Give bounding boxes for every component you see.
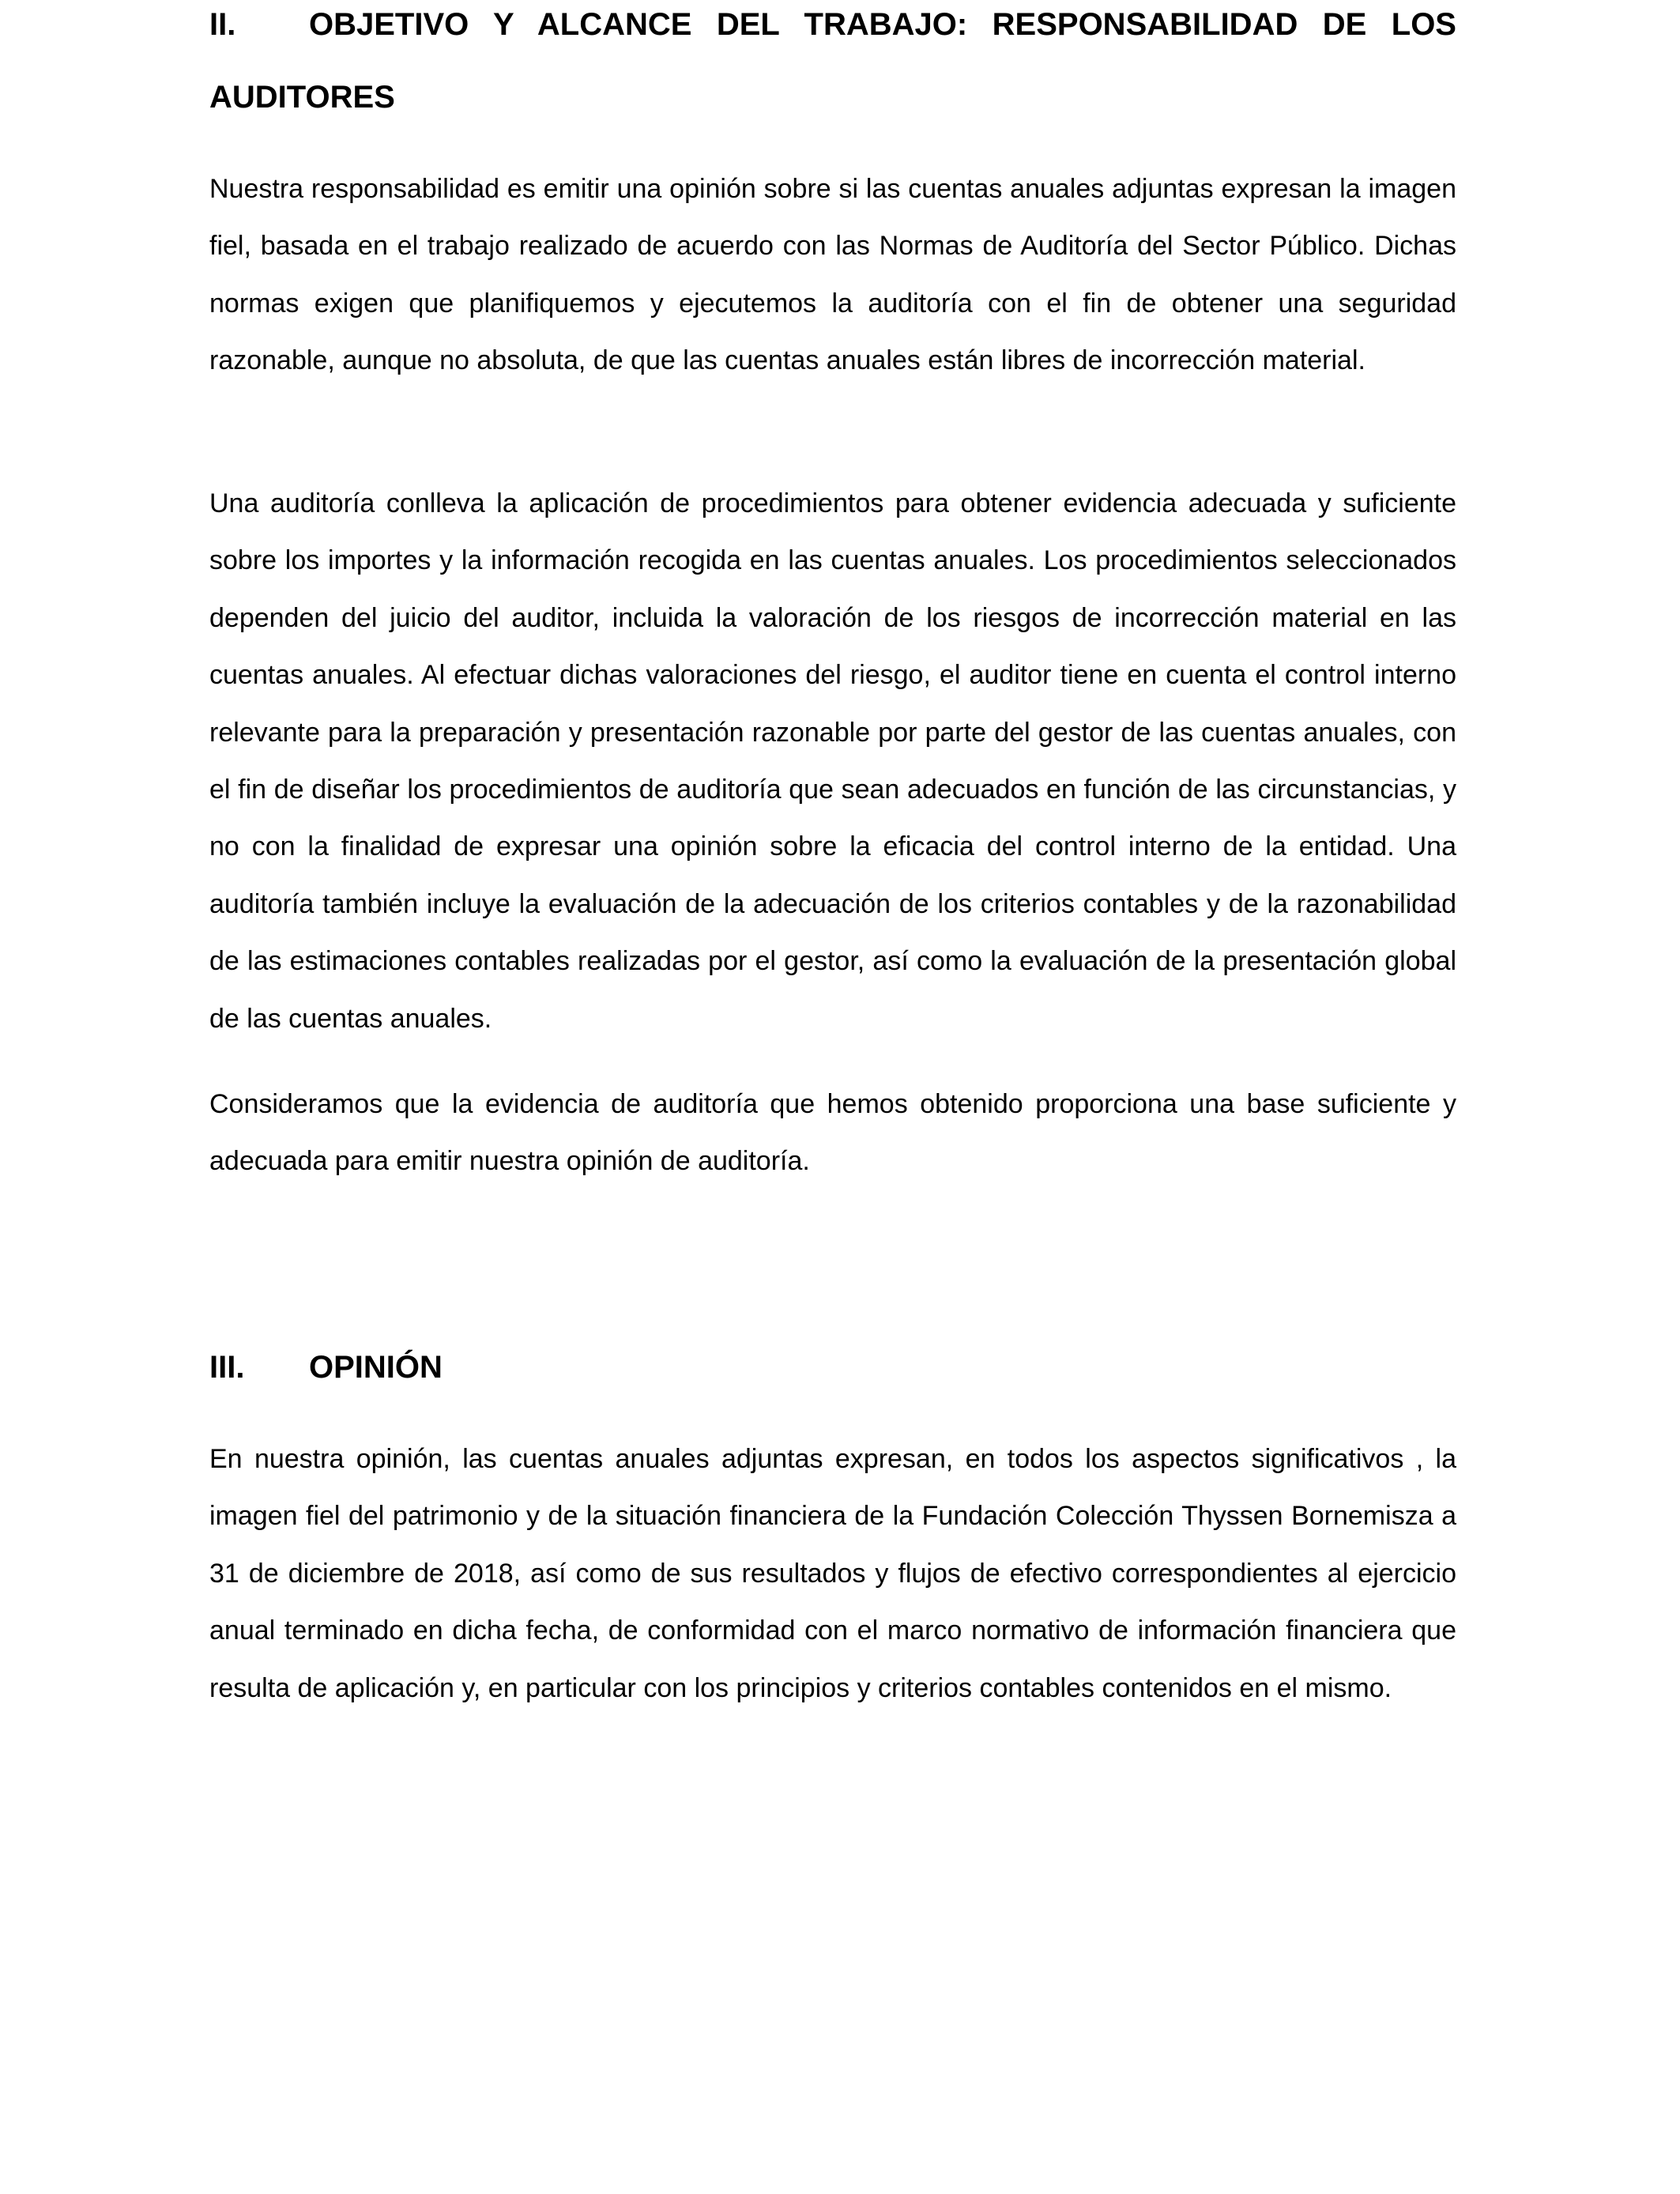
- paragraph-opinion: En nuestra opinión, las cuentas anuales adjuntas expresan, en todos los aspectos significativos , la imagen fiel del patrimonio y de la situación financiera de la Fundación Colección Thyssen Bornemisza a 31 de diciembre de 2018, así como de sus resultados y flujos de efectivo correspondientes al ejercicio anual terminado en dicha fecha, de conformidad con el marco normativo de información financiera que resulta de aplicación y, en particular con los principios y criterios contables contenidos en el mismo.: [209, 1444, 1456, 1703]
- paragraph-procedimientos: Una auditoría conlleva la aplicación de procedimientos para obtener evidencia adecuada y suficiente sobre los importes y la información recogida en las cuentas anuales. Los procedimientos seleccionados dependen del juicio del auditor, incluida la valoración de los riesgos de incorrección material en las cuentas anuales. Al efectuar dichas valoraciones del riesgo, el auditor tiene en cuenta el control interno relevante para la preparación y presentación razonable por parte del gestor de las cuentas anuales, con el fin de diseñar los procedimientos de auditoría que sean adecuados en función de las circunstancias, y no con la finalidad de expresar una opinión sobre la eficacia del control interno de la entidad. Una auditoría también incluye la evaluación de la adecuación de los criterios contables y de la razonabilidad de las estimaciones contables realizadas por el gestor, así como la evaluación de la presentación global de las cuentas anuales.: [209, 488, 1456, 1034]
- section-heading-opinion: [209, 1331, 1456, 1404]
- section-number: III.: [209, 1350, 245, 1385]
- paragraph-evidencia: Consideramos que la evidencia de auditoría que hemos obtenido proporciona una base suficiente y adecuada para emitir nuestra opinión de auditoría.: [209, 1089, 1456, 1177]
- section-title: OBJETIVO Y ALCANCE DEL TRABAJO: RESPONSABILIDAD DE LOS AUDITORES: [209, 7, 1456, 115]
- section-heading-objetivo: [209, 0, 1456, 134]
- section-number: II.: [209, 7, 236, 42]
- paragraph-responsabilidad: Nuestra responsabilidad es emitir una opinión sobre si las cuentas anuales adjuntas expresan la imagen fiel, basada en el trabajo realizado de acuerdo con las Normas de Auditoría del Sector Público. Dichas normas exigen que planifiquemos y ejecutemos la auditoría con el fin de obtener una seguridad razonable, aunque no absoluta, de que las cuentas anuales están libres de incorrección material.: [209, 174, 1456, 376]
- section-title: OPINIÓN: [309, 1350, 443, 1385]
